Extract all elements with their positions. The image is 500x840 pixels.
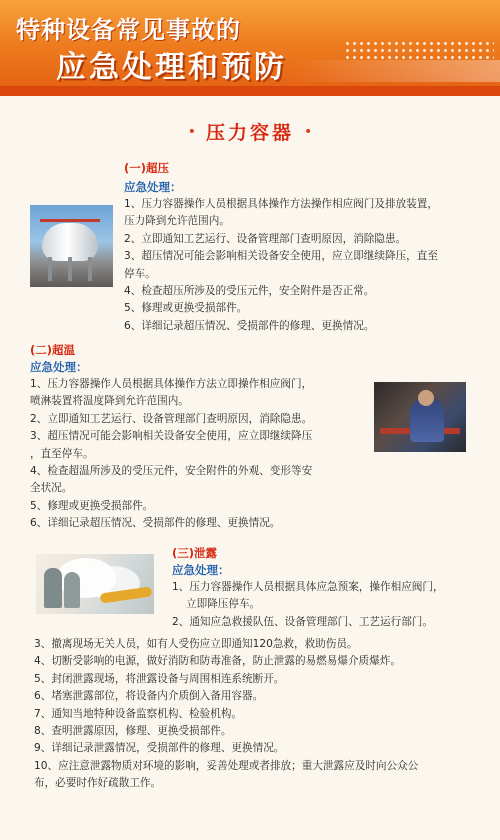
firefighter-figure xyxy=(64,572,80,608)
leakage-list-top xyxy=(172,579,492,631)
overpressure-list xyxy=(124,196,490,335)
pressure-tank-photo xyxy=(30,205,113,287)
section-heading xyxy=(150,118,350,144)
list-item: 9、详细记录泄露情况，受损部件的修理、更换情况。 xyxy=(34,742,285,755)
leakage-list-bottom xyxy=(34,636,490,793)
list-item: 全状况。 xyxy=(30,482,73,495)
list-item: 3、超压情况可能会影响相关设备安全使用，应立即继续降压，直至 xyxy=(124,250,438,263)
list-item: 5、修理或更换受损部件。 xyxy=(30,499,154,512)
decorative-dots xyxy=(344,40,494,60)
overpressure-response-label: 应急处理： xyxy=(124,180,182,194)
list-item: 1、压力容器操作人员根据具体操作方法立即操作相应阀门， xyxy=(30,378,313,390)
list-item: 6、详细记录超压情况、受损部件的修理、更换情况。 xyxy=(124,319,375,332)
list-item: 5、修理或更换受损部件。 xyxy=(124,302,248,315)
leak-spray-photo xyxy=(36,554,154,614)
tank-leg xyxy=(88,257,92,281)
tank-leg xyxy=(68,257,72,281)
overpressure-block xyxy=(124,160,490,335)
header-banner xyxy=(0,0,500,96)
list-item: 4、检查超温所涉及的受压元件，安全附件的外观、变形等安 xyxy=(30,465,313,478)
list-item: 布，必要时作好疏散工作。 xyxy=(34,777,162,790)
list-item: 5、封闭泄露现场，将泄露设备与周围相连系统断开。 xyxy=(34,672,285,685)
bullet-icon: • xyxy=(304,123,313,140)
list-item: 压力降到允许范围内。 xyxy=(124,215,230,228)
leakage-block xyxy=(172,545,492,631)
leakage-response-label: 应急处理： xyxy=(172,563,230,577)
header-bottom-stripe xyxy=(0,86,500,96)
list-item: 3、撤离现场无关人员，如有人受伤应立即通知120急救，救助伤员。 xyxy=(34,638,358,650)
overpressure-heading: (一)超压 xyxy=(124,161,170,175)
section-title: 压力容器 xyxy=(205,122,294,144)
operator-photo xyxy=(374,382,466,452)
list-item: 1、压力容器操作人员根据具体操作方法操作相应阀门及排放装置， xyxy=(124,198,438,210)
list-item: 2、立即通知工艺运行、设备管理部门查明原因，消除隐患。 xyxy=(30,412,313,425)
list-item: 2、立即通知工艺运行、设备管理部门查明原因，消除隐患。 xyxy=(124,232,407,245)
list-item: 停车。 xyxy=(124,267,156,280)
spherical-tank xyxy=(42,223,98,261)
overtemperature-heading: (二)超温 xyxy=(30,343,76,357)
title-line-1: 特种设备常见事故的 xyxy=(16,16,241,44)
list-item: 喷淋装置将温度降到允许范围内。 xyxy=(30,395,189,408)
list-item: 4、检查超压所涉及的受压元件，安全附件是否正常。 xyxy=(124,285,375,298)
list-item: 3、超压情况可能会影响相关设备安全使用，应立即继续降压 xyxy=(30,430,313,443)
title-line-2: 应急处理和预防 xyxy=(56,50,287,85)
decorative-stripe xyxy=(290,60,500,82)
overtemperature-block xyxy=(30,342,370,533)
list-item: ，直至停车。 xyxy=(30,447,94,460)
overtemperature-response-label: 应急处理： xyxy=(30,360,88,374)
list-item: 7、通知当地特种设备监察机构、检验机构。 xyxy=(34,707,243,720)
list-item: 2、通知应急救援队伍、设备管理部门、工艺运行部门。 xyxy=(172,615,433,628)
list-item: 10、应注意泄露物质对环境的影响，妥善处理或者排放；重大泄露应及时向公众公 xyxy=(34,759,419,772)
list-item: 6、详细记录超压情况、受损部件的修理、更换情况。 xyxy=(30,517,281,530)
list-item: 4、切断受影响的电源，做好消防和防毒准备，防止泄露的易燃易爆介质爆炸。 xyxy=(34,655,401,668)
list-item: 1、压力容器操作人员根据具体应急预案，操作相应阀门， xyxy=(172,581,444,593)
bullet-icon: • xyxy=(187,123,196,140)
firefighter-figure xyxy=(44,568,62,608)
leakage-block-continued xyxy=(34,636,490,793)
list-item: 立即降压停车。 xyxy=(186,598,261,611)
tank-railing xyxy=(40,219,100,222)
list-item: 6、堵塞泄露部位，将设备内介质倒入备用容器。 xyxy=(34,690,264,703)
list-item: 8、查明泄露原因，修理、更换受损部件。 xyxy=(34,725,232,738)
overtemperature-list xyxy=(30,376,370,533)
operator-head xyxy=(418,390,434,406)
tank-leg xyxy=(48,257,52,281)
leakage-heading: (三)泄露 xyxy=(172,546,218,560)
